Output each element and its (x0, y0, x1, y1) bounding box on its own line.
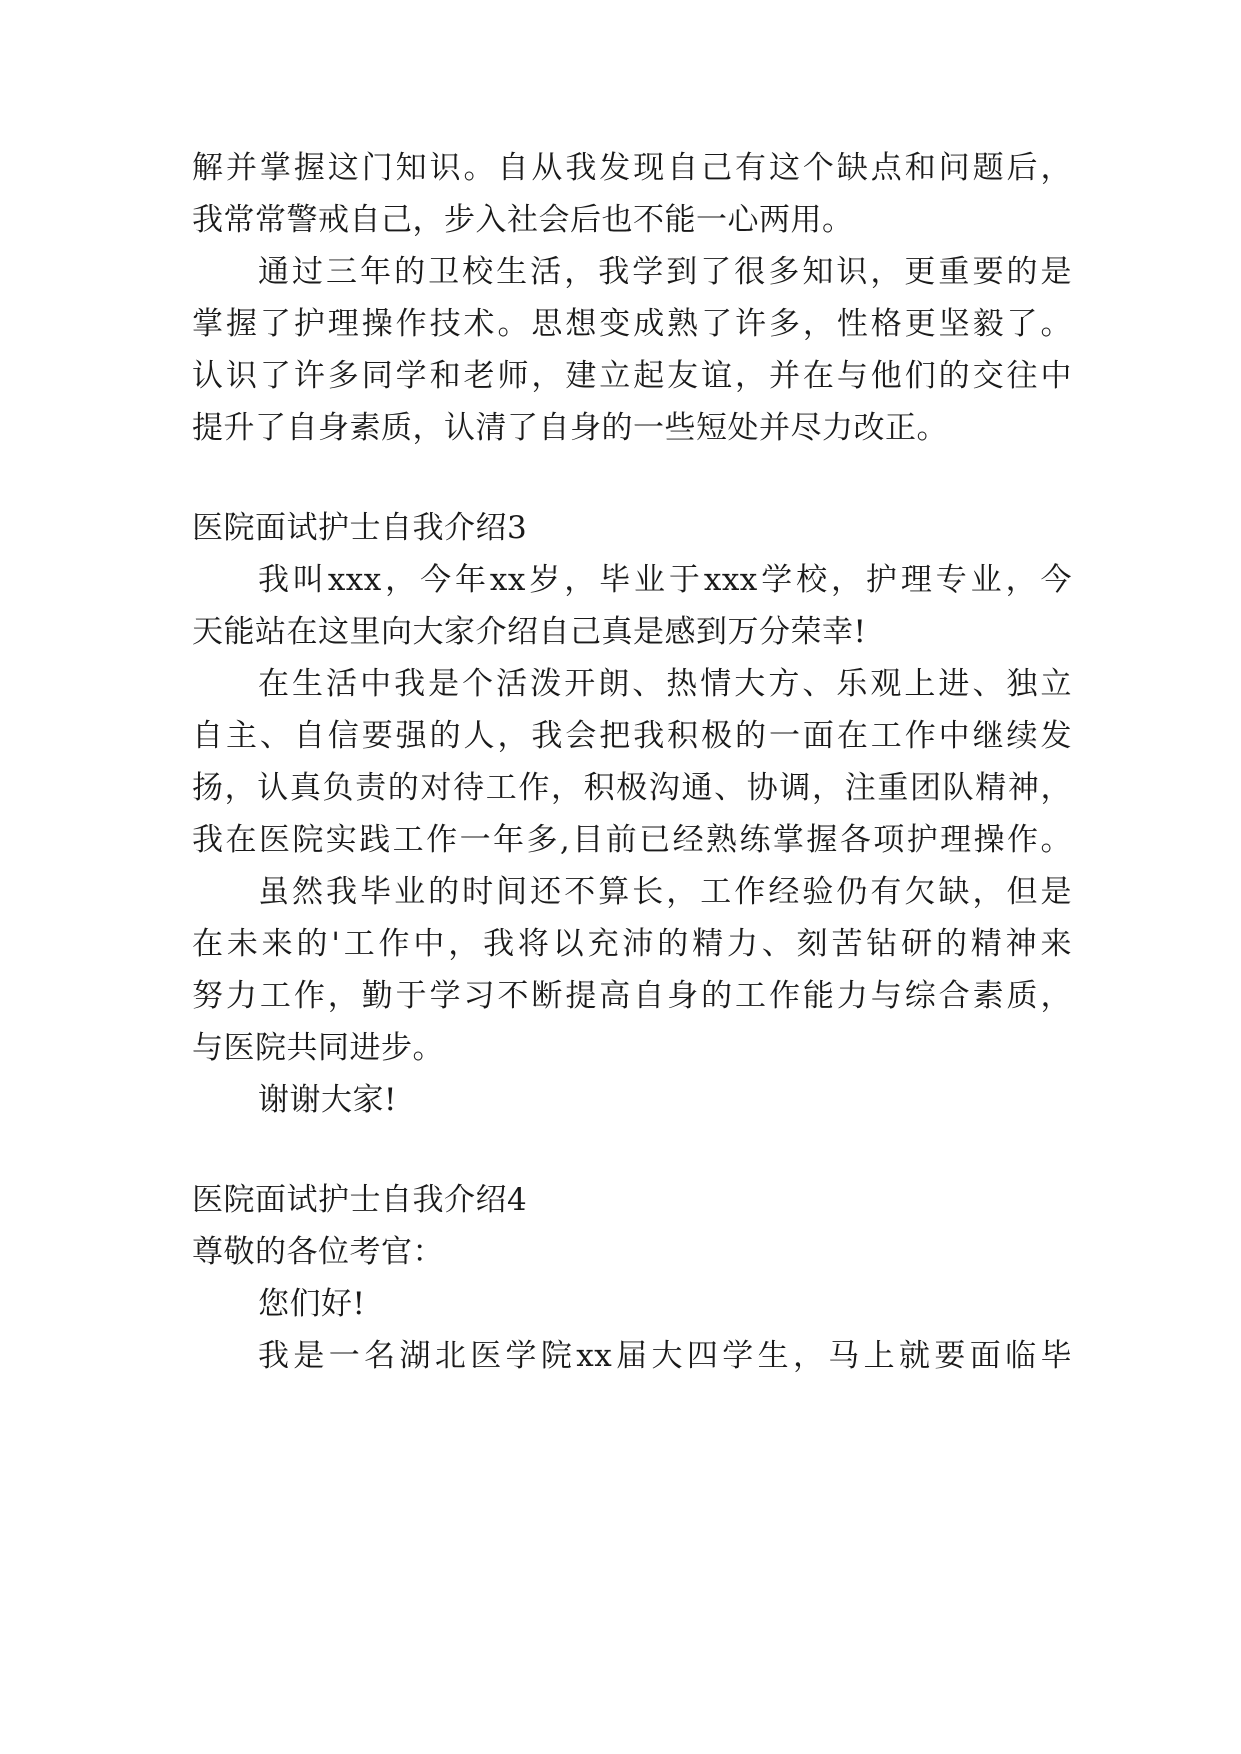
section-heading: 医院面试护士自我介绍3 (192, 510, 528, 546)
paragraph-line: 通过三年的卫校生活，我学到了很多知识，更重要的是 (258, 254, 1072, 290)
paragraph-line: 提升了自身素质，认清了自身的一些短处并尽力改正。 (192, 410, 948, 446)
paragraph-line: 在未来的'工作中，我将以充沛的精力、刻苦钻研的精神来 (192, 926, 1072, 962)
paragraph-line: 与医院共同进步。 (192, 1030, 444, 1066)
paragraph-line: 我常常警戒自己，步入社会后也不能一心两用。 (192, 202, 854, 238)
paragraph-line: 虽然我毕业的时间还不算长，工作经验仍有欠缺，但是 (258, 874, 1072, 910)
paragraph-line: 谢谢大家! (258, 1082, 397, 1118)
paragraph-line: 解并掌握这门知识。自从我发现自己有这个缺点和问题后， (192, 150, 1072, 186)
paragraph-line: 自主、自信要强的人，我会把我积极的一面在工作中继续发 (192, 718, 1072, 754)
paragraph-line: 我在医院实践工作一年多,目前已经熟练掌握各项护理操作。 (192, 822, 1072, 858)
paragraph-line: 掌握了护理操作技术。思想变成熟了许多，性格更坚毅了。 (192, 306, 1072, 342)
paragraph-line: 在生活中我是个活泼开朗、热情大方、乐观上进、独立 (258, 666, 1072, 702)
salutation: 尊敬的各位考官： (192, 1234, 444, 1270)
paragraph-line: 认识了许多同学和老师，建立起友谊，并在与他们的交往中 (192, 358, 1072, 394)
paragraph-line: 我叫xxx，今年xx岁，毕业于xxx学校，护理专业，今 (258, 562, 1072, 598)
paragraph-line: 您们好! (258, 1286, 366, 1322)
paragraph-line: 天能站在这里向大家介绍自己真是感到万分荣幸! (192, 614, 867, 650)
paragraph-line: 扬，认真负责的对待工作，积极沟通、协调，注重团队精神， (192, 770, 1072, 806)
paragraph-line: 努力工作，勤于学习不断提高自身的工作能力与综合素质， (192, 978, 1072, 1014)
paragraph-line: 我是一名湖北医学院xx届大四学生，马上就要面临毕 (258, 1338, 1072, 1374)
section-heading: 医院面试护士自我介绍4 (192, 1182, 528, 1218)
